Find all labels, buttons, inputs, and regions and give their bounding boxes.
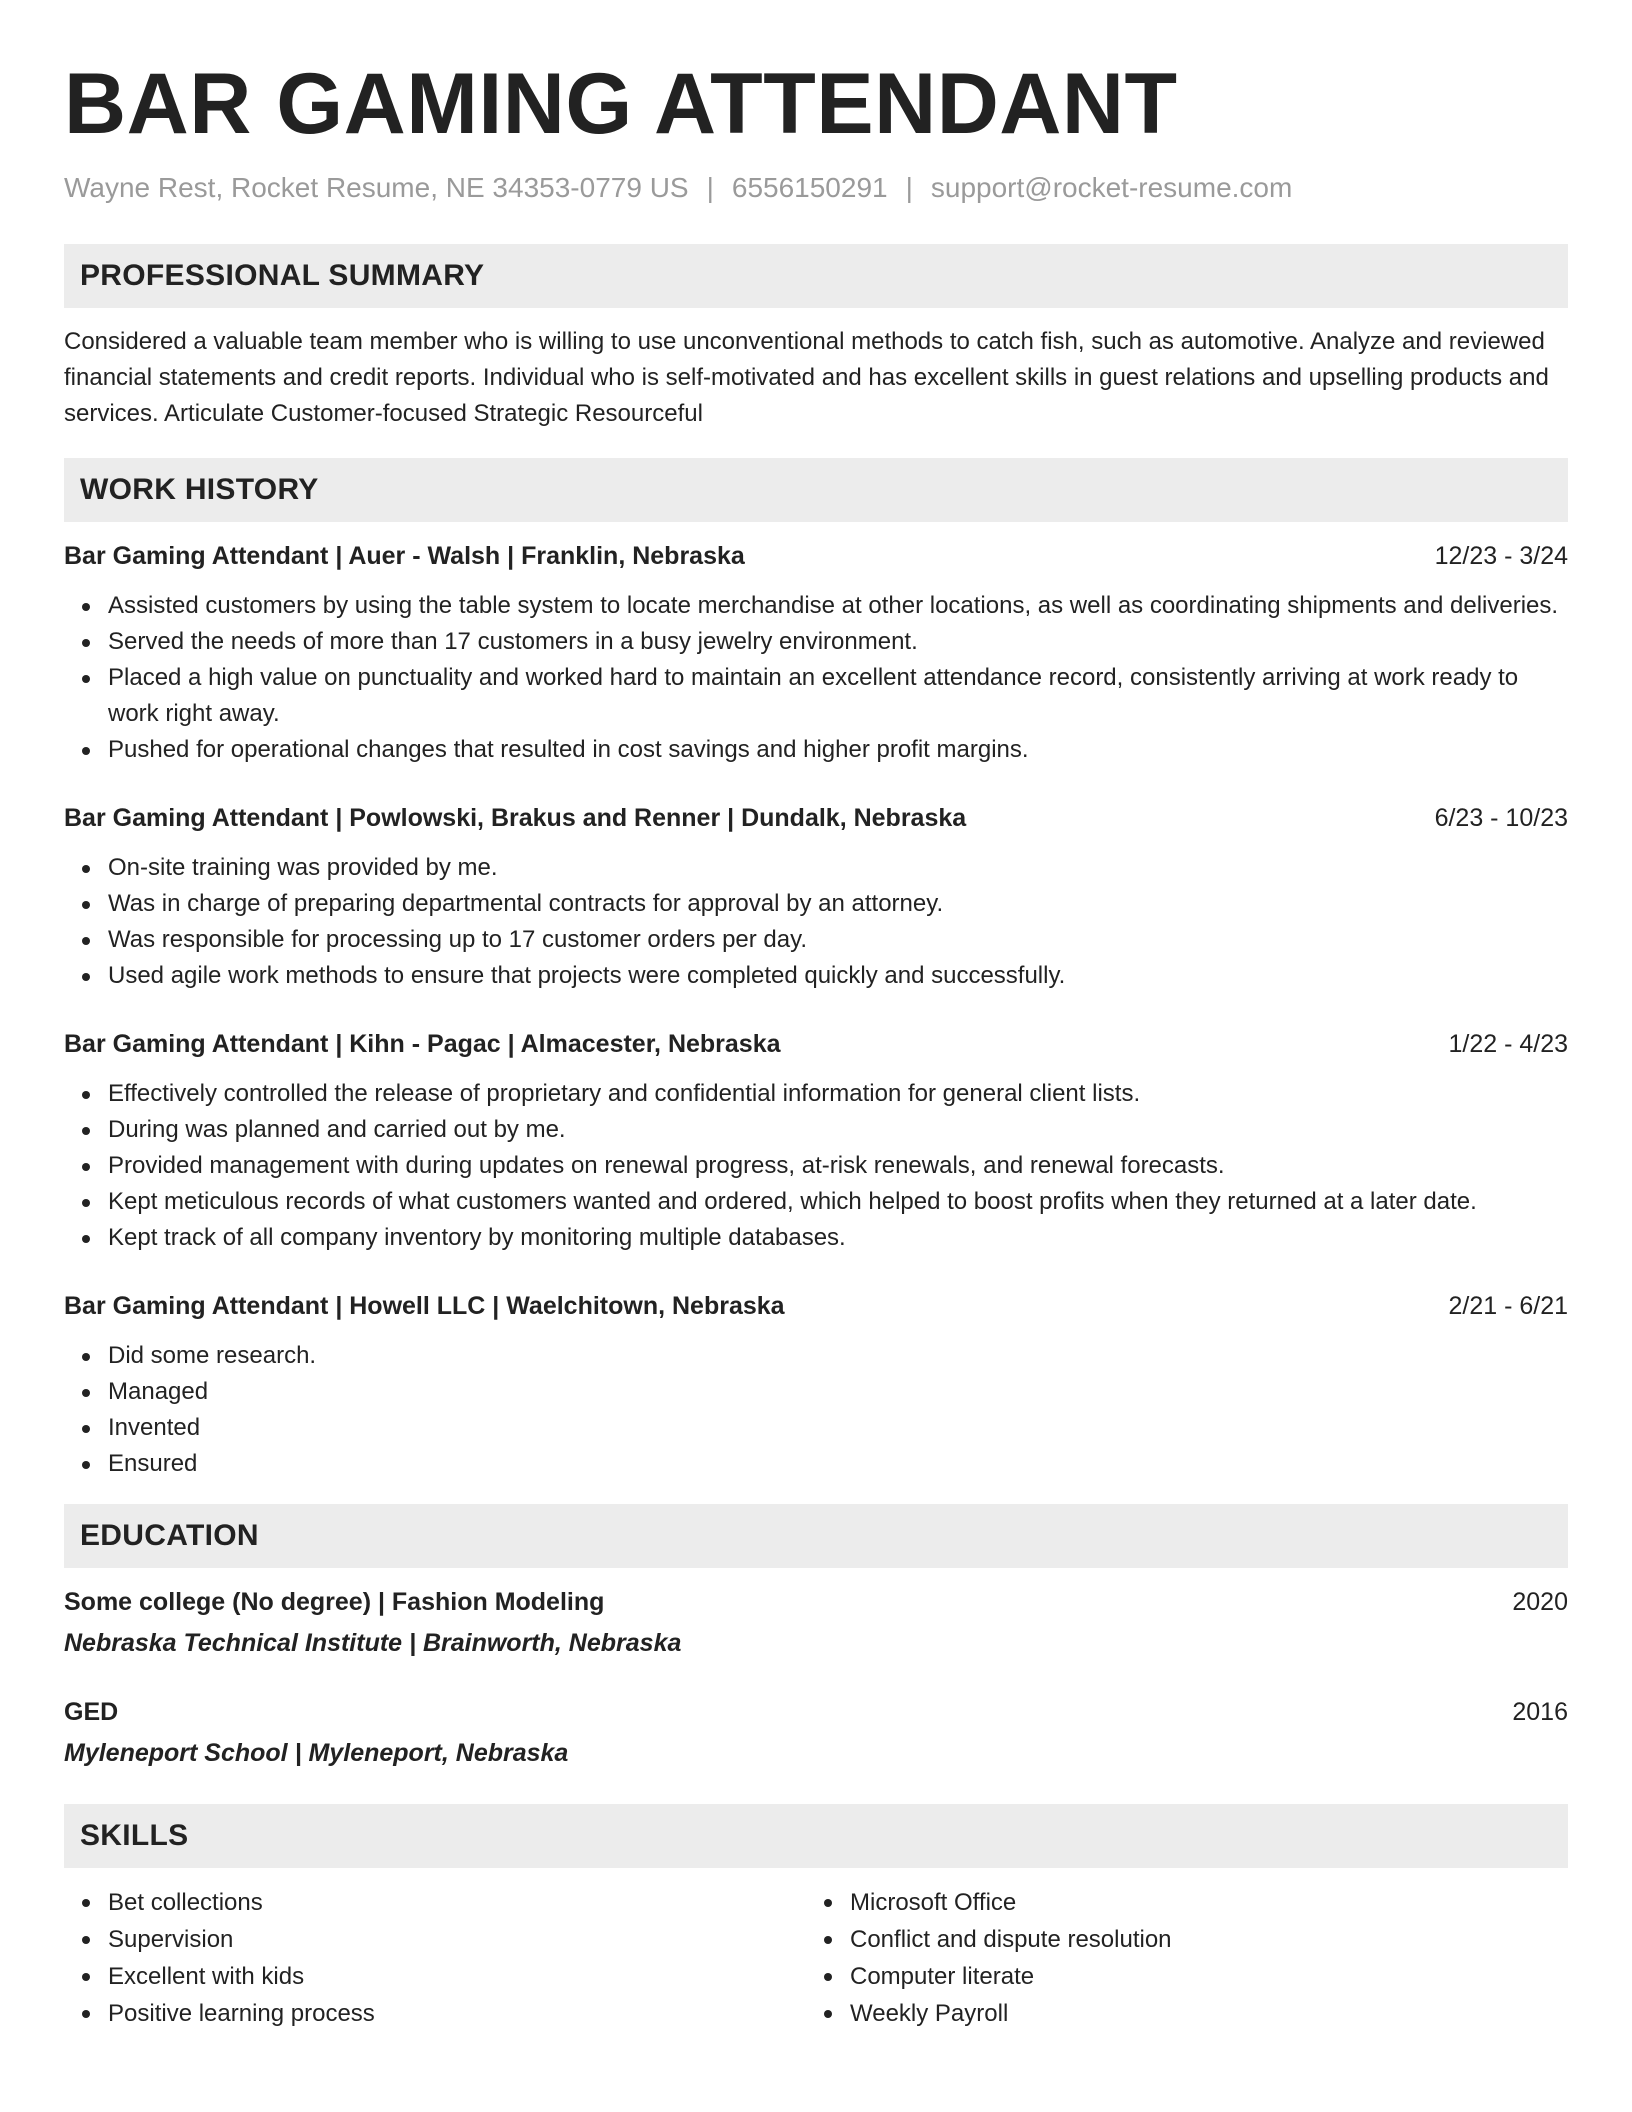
summary-text: Considered a valuable team member who is willing to use unconventional methods to catch fish, such as automotive. Analyze and reviewed financial statements and credit reports. Individual who is self-motivated and has excellent skills in guest relations and upselling products and services. Articulate Customer-focused Strategic Resourceful [64, 328, 1549, 427]
skills-list [806, 1884, 1548, 2032]
job-title: Bar Gaming Attendant | Kihn - Pagac | Almacester, Nebraska [64, 1030, 781, 1058]
education-school: Myleneport School | Myleneport, Nebraska [64, 1739, 569, 1767]
skill-item: Supervision [108, 1921, 806, 1958]
job-dates: 1/22 - 4/23 [1448, 1030, 1568, 1058]
skill-item: Weekly Payroll [850, 1995, 1548, 2032]
job-title: Bar Gaming Attendant | Powlowski, Brakus and Renner | Dundalk, Nebraska [64, 804, 967, 832]
job-entry [64, 1288, 1568, 1482]
resume-page [64, 0, 1568, 2032]
contact-email: support@rocket-resume.com [930, 172, 1293, 203]
job-bullet: Invented [108, 1410, 1568, 1446]
candidate-name: BAR GAMING ATTENDANT [64, 56, 1178, 152]
skill-item: Computer literate [850, 1958, 1548, 1995]
job-bullet: Kept meticulous records of what customers wanted and ordered, which helped to boost profits when they returned at a later date. [108, 1184, 1568, 1220]
education-header [64, 1584, 1568, 1620]
job-bullets [64, 1076, 1568, 1256]
job-bullets [64, 850, 1568, 994]
job-bullet: Managed [108, 1374, 1568, 1410]
education-entry [64, 1584, 1568, 1662]
job-bullet: Used agile work methods to ensure that projects were completed quickly and successfully. [108, 958, 1568, 994]
job-bullet: Effectively controlled the release of proprietary and confidential information for general client lists. [108, 1076, 1568, 1112]
job-header [64, 538, 1568, 574]
job-title: Bar Gaming Attendant | Howell LLC | Waelchitown, Nebraska [64, 1292, 785, 1320]
job-bullet: Ensured [108, 1446, 1568, 1482]
job-bullet: Served the needs of more than 17 customers in a busy jewelry environment. [108, 624, 1568, 660]
skills-list [64, 1884, 806, 2032]
contact-separator: | [905, 172, 913, 203]
skill-item: Positive learning process [108, 1995, 806, 2032]
education-header [64, 1694, 1568, 1730]
job-bullet: Pushed for operational changes that resulted in cost savings and higher profit margins. [108, 732, 1568, 768]
job-bullet: Kept track of all company inventory by monitoring multiple databases. [108, 1220, 1568, 1256]
contact-address: Wayne Rest, Rocket Resume, NE 34353-0779 US [64, 172, 689, 203]
skill-item: Conflict and dispute resolution [850, 1921, 1548, 1958]
job-bullet: Provided management with during updates on renewal progress, at-risk renewals, and renewal forecasts. [108, 1148, 1568, 1184]
contact-separator: | [706, 172, 714, 203]
job-bullets [64, 1338, 1568, 1482]
job-bullet: Was in charge of preparing departmental contracts for approval by an attorney. [108, 886, 1568, 922]
job-bullet: Was responsible for processing up to 17 customer orders per day. [108, 922, 1568, 958]
skills-column-left [64, 1884, 806, 2032]
job-header [64, 1026, 1568, 1062]
job-dates: 2/21 - 6/21 [1448, 1292, 1568, 1320]
section-heading-skills: SKILLS [64, 1804, 1568, 1868]
education-school: Nebraska Technical Institute | Brainworth, Nebraska [64, 1629, 682, 1657]
job-header [64, 800, 1568, 836]
job-dates: 6/23 - 10/23 [1434, 804, 1568, 832]
job-entry [64, 1026, 1568, 1256]
contact-phone: 6556150291 [731, 172, 888, 203]
job-entry [64, 538, 1568, 768]
section-heading-work-history: WORK HISTORY [64, 458, 1568, 522]
skills-column-right [806, 1884, 1548, 2032]
job-bullets [64, 588, 1568, 768]
job-bullet: During was planned and carried out by me. [108, 1112, 1568, 1148]
skill-item: Microsoft Office [850, 1884, 1548, 1921]
education-degree: Some college (No degree) | Fashion Modeling [64, 1588, 605, 1616]
education-year: 2020 [1512, 1588, 1568, 1616]
skill-item: Bet collections [108, 1884, 806, 1921]
education-degree: GED [64, 1698, 119, 1726]
skill-item: Excellent with kids [108, 1958, 806, 1995]
job-bullet: Assisted customers by using the table system to locate merchandise at other locations, as well as coordinating shipments and deliveries. [108, 588, 1568, 624]
job-title: Bar Gaming Attendant | Auer - Walsh | Franklin, Nebraska [64, 542, 745, 570]
education-year: 2016 [1512, 1698, 1568, 1726]
job-entry [64, 800, 1568, 994]
section-heading-summary: PROFESSIONAL SUMMARY [64, 244, 1568, 308]
skills-grid [64, 1884, 1568, 2032]
job-header [64, 1288, 1568, 1324]
section-heading-education: EDUCATION [64, 1504, 1568, 1568]
job-bullet: Did some research. [108, 1338, 1568, 1374]
contact-line [64, 170, 1568, 206]
education-entry [64, 1694, 1568, 1772]
job-dates: 12/23 - 3/24 [1434, 542, 1568, 570]
job-bullet: On-site training was provided by me. [108, 850, 1568, 886]
job-bullet: Placed a high value on punctuality and worked hard to maintain an excellent attendance record, consistently arriving at work ready to work right away. [108, 660, 1568, 732]
